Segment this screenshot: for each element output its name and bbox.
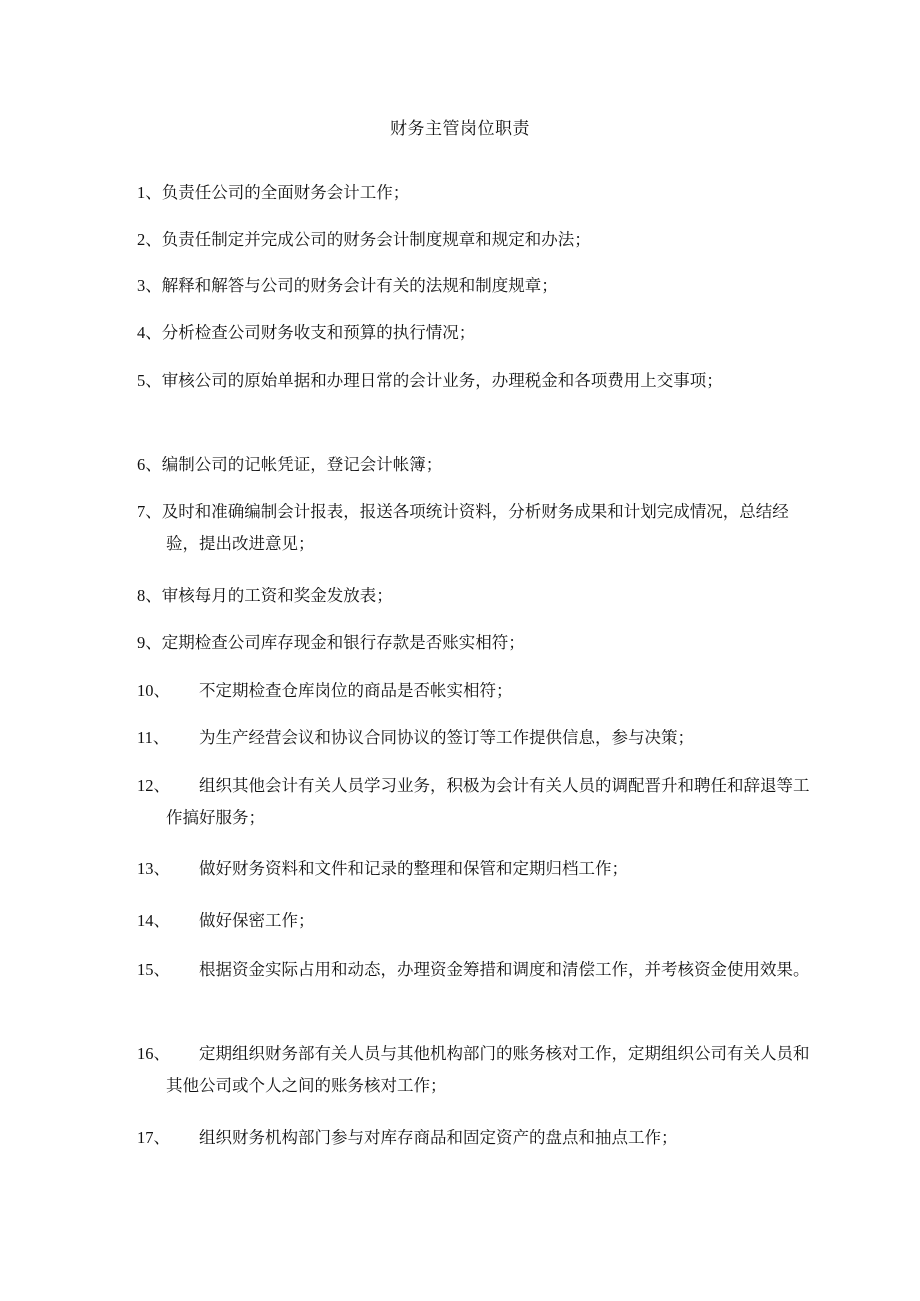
list-item	[137, 365, 787, 397]
item-text: 根据资金实际占用和动态，办理资金筹措和调度和清偿工作，并考核资金使用效果。	[199, 960, 810, 979]
item-number: 11、	[137, 728, 170, 747]
item-text: 做好保密工作；	[199, 911, 315, 930]
list-item	[137, 1122, 787, 1154]
item-text: 组织其他会计有关人员学习业务，积极为会计有关人员的调配晋升和聘任和辞退等工作搞好服务；	[166, 776, 810, 827]
item-number: 4、	[137, 323, 162, 342]
item-text: 定期检查公司库存现金和银行存款是否账实相符；	[161, 633, 525, 652]
item-text: 为生产经营会议和协议合同协议的签订等工作提供信息，参与决策；	[199, 728, 694, 747]
list-item	[137, 449, 787, 481]
item-number: 16、	[137, 1044, 170, 1063]
item-text: 组织财务机构部门参与对库存商品和固定资产的盘点和抽点工作；	[199, 1128, 678, 1147]
list-item	[137, 270, 787, 302]
item-number: 15、	[137, 960, 170, 979]
item-number: 3、	[137, 276, 162, 295]
item-number: 17、	[137, 1128, 170, 1147]
item-number: 2、	[137, 230, 162, 249]
item-text: 编制公司的记帐凭证，登记会计帐簿；	[161, 455, 443, 474]
item-number: 13、	[137, 859, 170, 878]
list-item	[137, 853, 787, 885]
item-text: 解释和解答与公司的财务会计有关的法规和制度规章；	[161, 276, 558, 295]
item-number: 9、	[137, 633, 162, 652]
item-text: 审核每月的工资和奖金发放表；	[161, 586, 393, 605]
list-item	[137, 317, 787, 349]
list-item	[137, 580, 787, 612]
item-number: 8、	[137, 586, 162, 605]
item-number: 10、	[137, 681, 170, 700]
item-number: 1、	[137, 183, 162, 202]
item-text: 不定期检查仓库岗位的商品是否帐实相符；	[199, 681, 513, 700]
list-item	[137, 905, 787, 937]
item-number: 7、	[137, 502, 162, 521]
item-text: 审核公司的原始单据和办理日常的会计业务，办理税金和各项费用上交事项；	[161, 371, 723, 390]
item-number: 12、	[137, 776, 170, 795]
document-title: 财务主管岗位职责	[390, 119, 530, 139]
list-item	[137, 224, 787, 256]
item-number: 5、	[137, 371, 162, 390]
list-item	[137, 675, 787, 707]
list-item	[137, 1038, 816, 1102]
item-text: 负责任制定并完成公司的财务会计制度规章和规定和办法；	[161, 230, 591, 249]
item-text: 分析检查公司财务收支和预算的执行情况；	[161, 323, 476, 342]
list-item	[137, 770, 816, 834]
item-text: 定期组织财务部有关人员与其他机构部门的账务核对工作，定期组织公司有关人员和其他公司或个人之间的账务核对工作；	[166, 1044, 810, 1095]
item-text: 做好财务资料和文件和记录的整理和保管和定期归档工作；	[199, 859, 628, 878]
item-text: 负责任公司的全面财务会计工作；	[161, 183, 410, 202]
list-item	[137, 177, 787, 209]
list-item	[137, 496, 816, 560]
list-item	[137, 722, 787, 754]
item-text: 及时和准确编制会计报表，报送各项统计资料，分析财务成果和计划完成情况，总结经验，提出改进意见；	[161, 502, 789, 553]
item-number: 14、	[137, 911, 170, 930]
item-number: 6、	[137, 455, 162, 474]
list-item	[137, 954, 816, 986]
list-item	[137, 627, 787, 659]
